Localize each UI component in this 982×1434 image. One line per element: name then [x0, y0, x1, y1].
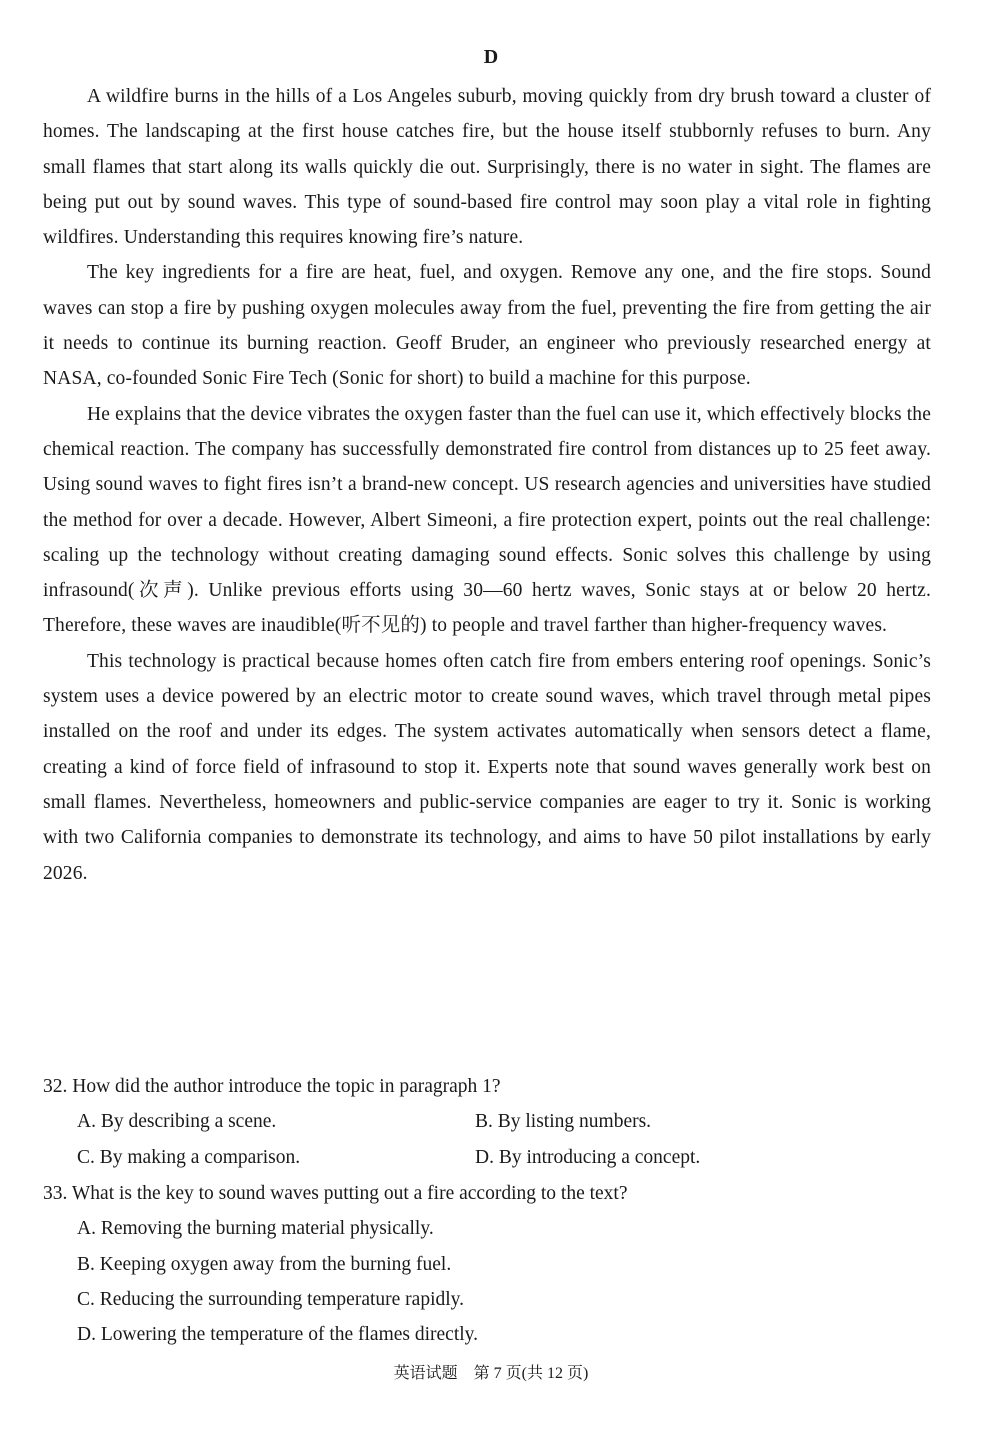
option-b: B. Keeping oxygen away from the burning fuel.	[77, 1253, 452, 1275]
question-32	[43, 1069, 931, 1175]
option-a: A. By describing a scene.	[77, 1111, 277, 1133]
paragraph-1: A wildfire burns in the hills of a Los Angeles suburb, moving quickly from dry brush toward a cluster of homes. The landscaping at the first house catches fire, but the house itself stubbornly refuses to burn. Any small flames that start along its walls quickly die out. Surprisingly, there is no water in sight. The flames are being put out by sound waves. This type of sound-based fire control may soon play a vital role in fighting wildfires. Understanding this requires knowing fire’s nature.	[43, 86, 931, 249]
paragraph-4: This technology is practical because homes often catch fire from embers entering roof openings. Sonic’s system uses a device powered by an electric motor to create sound waves, which travel through metal pipes installed on the roof and under its edges. The system activates automatically when sensors detect a flame, creating a kind of force field of infrasound to stop it. Experts note that sound waves generally work best on small flames. Nevertheless, homeowners and public-service companies are eager to try it. Sonic is working with two California companies to demonstrate its technology, and aims to have 50 pilot installations by early 2026.	[43, 650, 931, 884]
question-stem: 32. How did the author introduce the topic in paragraph 1?	[43, 1076, 501, 1097]
question-33	[43, 1176, 931, 1352]
option-d: D. By introducing a concept.	[475, 1146, 701, 1168]
passage	[43, 79, 931, 891]
paragraph-2: The key ingredients for a fire are heat, fuel, and oxygen. Remove any one, and the fire stops. Sound waves can stop a fire by pushing oxygen molecules away from the fuel, preventing the fire from getting the air it needs to continue its burning reaction. Geoff Bruder, an engineer who previously researched energy at NASA, co-founded Sonic Fire Tech (Sonic for short) to build a machine for this purpose.	[43, 262, 931, 390]
option-d: D. Lowering the temperature of the flames directly.	[77, 1324, 479, 1346]
option-c: C. Reducing the surrounding temperature rapidly.	[77, 1288, 465, 1310]
section-title: D	[483, 46, 499, 68]
paragraph-3: He explains that the device vibrates the oxygen faster than the fuel can use it, which effectively blocks the chemical reaction. The company has successfully demonstrated fire control from distances up to 25 feet away. Using sound waves to fight fires isn’t a brand-new concept. US research agencies and universities have studied the method for over a decade. However, Albert Simeoni, a fire protection expert, points out the real challenge: scaling up the technology without creating damaging sound effects. Sonic solves this challenge by using infrasound(次声). Unlike previous efforts using 30—60 hertz waves, Sonic stays at or below 20 hertz. Therefore, these waves are inaudible(听不见的) to people and travel farther than higher-frequency waves.	[43, 403, 931, 637]
question-stem: 33. What is the key to sound waves putting out a fire according to the text?	[43, 1183, 628, 1204]
option-a: A. Removing the burning material physically.	[77, 1218, 434, 1240]
page-footer: 英语试题 第 7 页(共 12 页)	[393, 1365, 589, 1382]
option-c: C. By making a comparison.	[77, 1146, 301, 1168]
option-b: B. By listing numbers.	[475, 1111, 652, 1133]
